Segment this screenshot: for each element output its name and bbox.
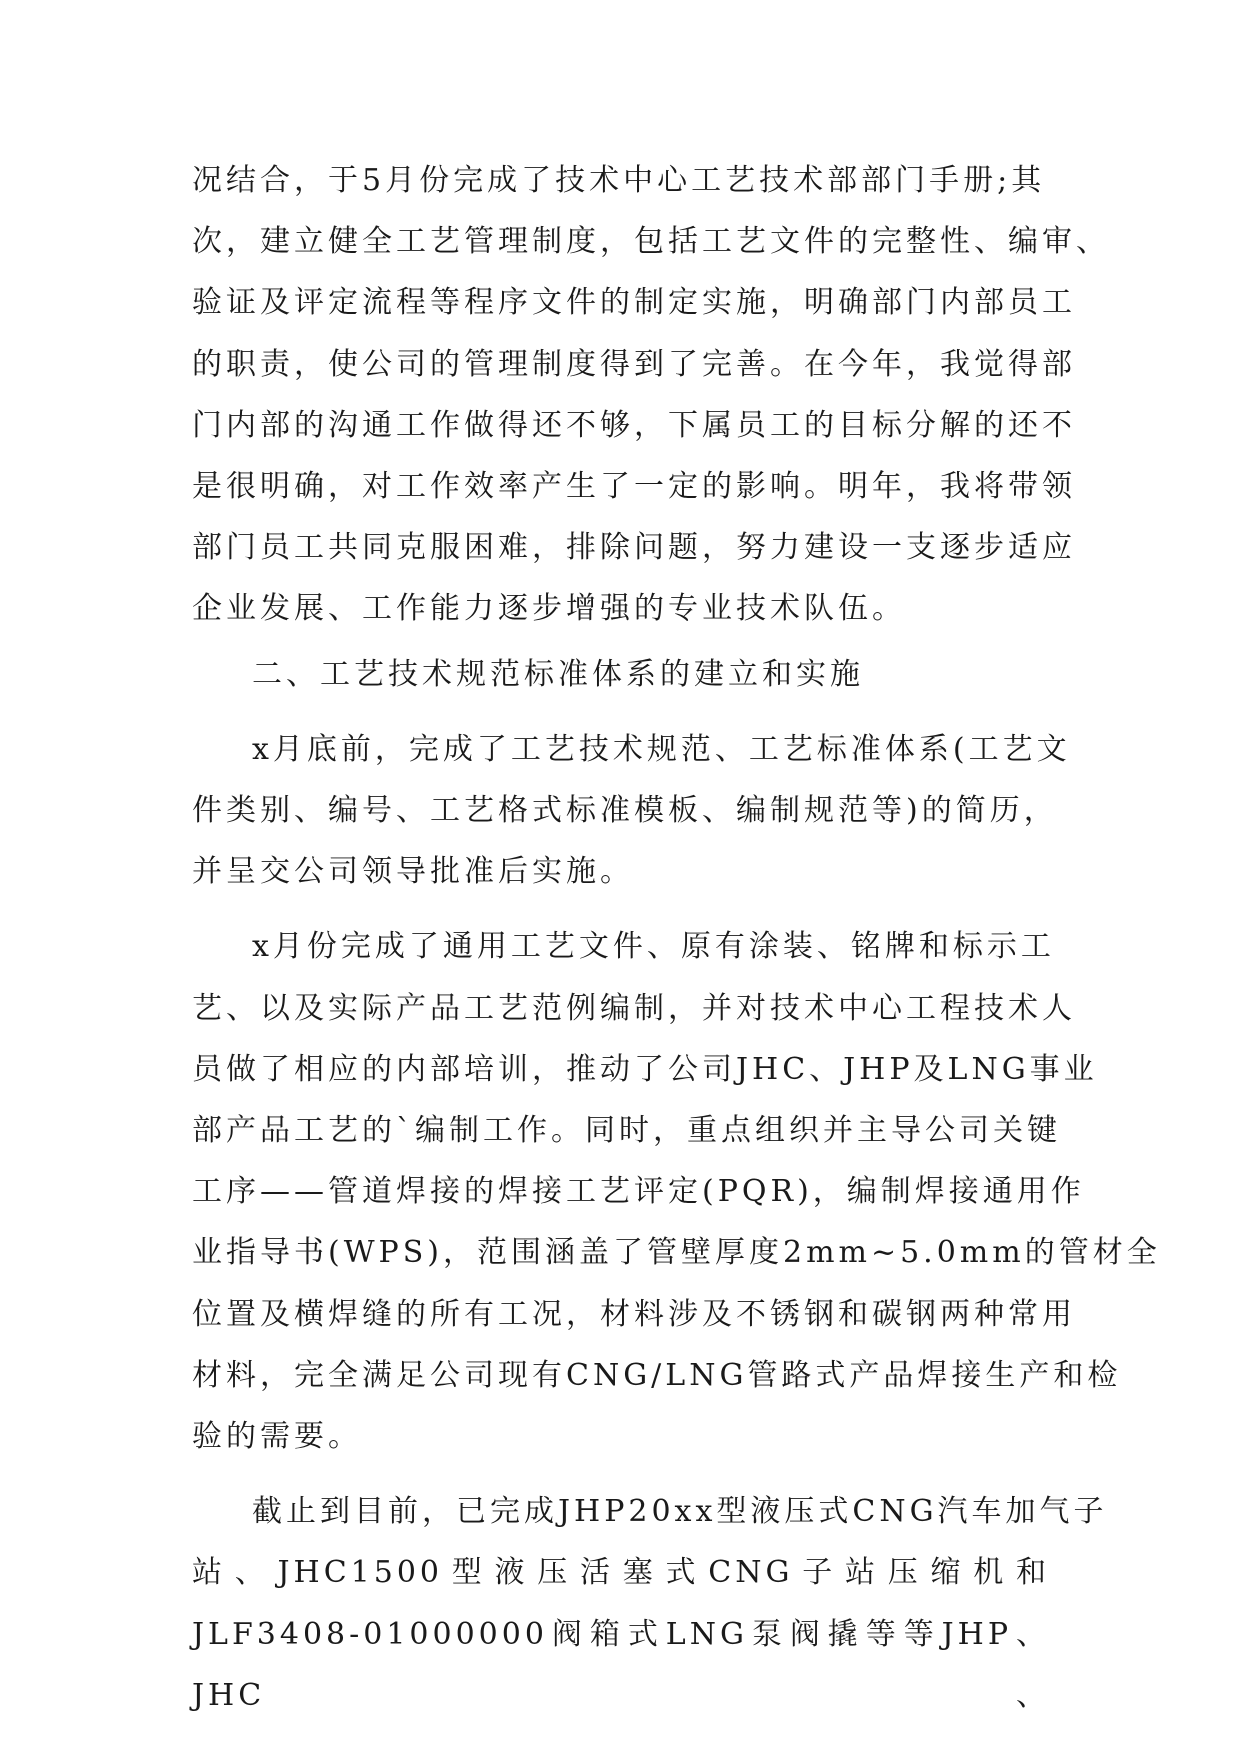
paragraph-1	[192, 150, 1110, 640]
paragraph-4	[192, 1481, 1108, 1726]
text-line: 部门员工共同克服困难，排除问题，努力建设一支逐步适应	[192, 530, 1076, 566]
section-heading-text: 二、工艺技术规范标准体系的建立和实施	[252, 656, 864, 692]
text-line: 部产品工艺的`编制工作。同时，重点组织并主导公司关键	[192, 1113, 1061, 1149]
text-line: 门内部的沟通工作做得还不够，下属员工的目标分解的还不	[192, 407, 1076, 443]
text-line: 员做了相应的内部培训，推动了公司JHC、JHP及LNG事业	[192, 1051, 1098, 1087]
text-line: 艺、以及实际产品工艺范例编制，并对技术中心工程技术人	[192, 990, 1076, 1026]
text-line: 并呈交公司领导批准后实施。	[192, 854, 634, 890]
text-line: 位置及横焊缝的所有工况，材料涉及不锈钢和碳钢两种常用	[192, 1296, 1076, 1332]
text-line: 验证及评定流程等程序文件的制定实施，明确部门内部员工	[192, 285, 1076, 321]
document-body	[192, 150, 1161, 1726]
text-line: 次，建立健全工艺管理制度，包括工艺文件的完整性、编审、	[192, 224, 1110, 260]
text-line: 材料，完全满足公司现有CNG/LNG管路式产品焊接生产和检	[192, 1357, 1122, 1393]
text-line: x月底前，完成了工艺技术规范、工艺标准体系(工艺文	[252, 731, 1071, 767]
text-line: 况结合，于5月份完成了技术中心工艺技术部部门手册;其	[192, 163, 1046, 198]
paragraph-2	[192, 719, 1071, 903]
text-line: 站、JHC1500型液压活塞式CNG子站压缩机和	[192, 1555, 1050, 1591]
paragraph-3	[192, 916, 1161, 1467]
section-heading	[192, 644, 1050, 705]
text-line: 业指导书(WPS)，范围涵盖了管壁厚度2mm~5.0mm的管材全	[192, 1235, 1161, 1271]
text-line: 企业发展、工作能力逐步增强的专业技术队伍。	[192, 591, 906, 627]
text-line: 验的需要。	[192, 1419, 362, 1455]
text-line: 截止到目前，已完成JHP20xx型液压式CNG汽车加气子	[252, 1494, 1108, 1530]
text-line: x月份完成了通用工艺文件、原有涂装、铭牌和标示工	[252, 929, 1055, 965]
text-line: 的职责，使公司的管理制度得到了完善。在今年，我觉得部	[192, 346, 1076, 382]
text-line: 是很明确，对工作效率产生了一定的影响。明年，我将带领	[192, 469, 1076, 505]
text-line: 件类别、编号、工艺格式标准模板、编制规范等)的简历，	[192, 793, 1058, 829]
text-line: JLF3408-01000000阀箱式LNG泵阀撬等等JHP、JHC、	[192, 1616, 1050, 1713]
text-line: 工序——管道焊接的焊接工艺评定(PQR)，编制焊接通用作	[192, 1174, 1085, 1210]
